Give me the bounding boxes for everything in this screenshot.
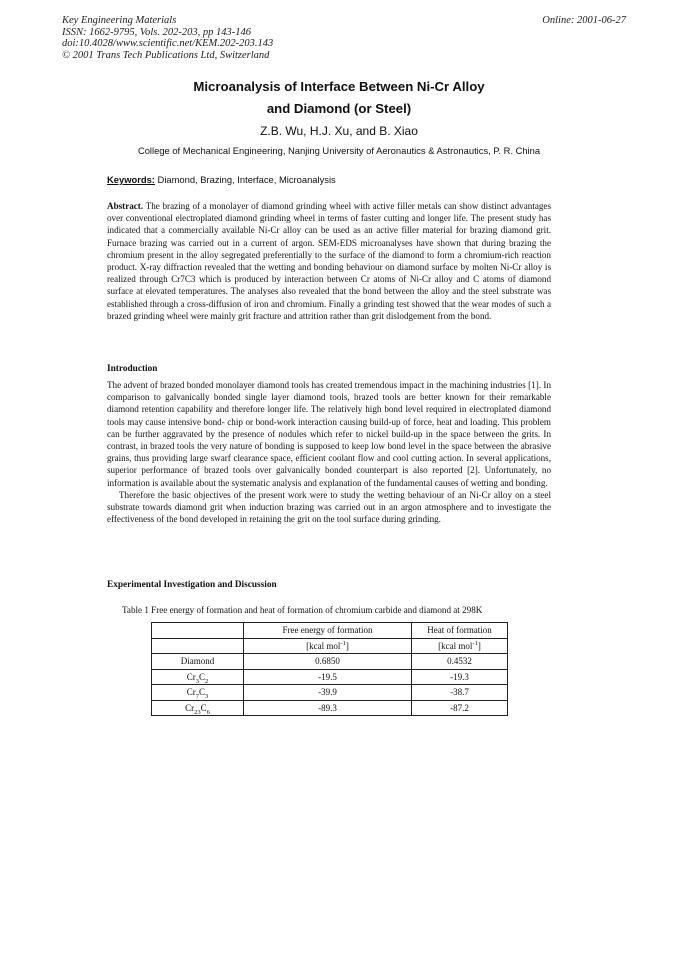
copyright-line: © 2001 Trans Tech Publications Ltd, Switzerland xyxy=(62,49,270,61)
unit-heat: [kcal mol$^{-1}$] xyxy=(412,638,508,654)
substance-cell: $Cr_3C_2$ xyxy=(152,669,244,685)
keywords-line xyxy=(107,174,336,185)
header-heat: Heat of formation xyxy=(412,623,508,639)
affiliation: College of Mechanical Engineering, Nanjing University of Aeronautics & Astronautics, P. R. China xyxy=(137,145,541,156)
introduction-section xyxy=(107,379,551,525)
table-unit-row xyxy=(152,638,508,654)
substance-cell: $Cr_{23}C_6$ xyxy=(152,700,244,716)
heat-cell: -19.3 xyxy=(412,669,508,685)
authors: Z.B. Wu, H.J. Xu, and B. Xiao xyxy=(260,124,418,138)
heat-cell: -38.7 xyxy=(412,685,508,701)
free-energy-cell: 0.6850 xyxy=(244,654,412,670)
experimental-heading: Experimental Investigation and Discussion xyxy=(107,580,277,590)
unit-blank xyxy=(152,638,244,654)
title-line-1: Microanalysis of Interface Between Ni-Cr Alloy xyxy=(193,79,485,94)
table-caption: Table 1 Free energy of formation and heat of formation of chromium carbide and diamond at 298K xyxy=(122,605,483,615)
unit-free-energy: [kcal mol$^{-1}$] xyxy=(244,638,412,654)
issn-line: ISSN: 1662-9795, Vols. 202-203, pp 143-146 xyxy=(62,26,251,38)
abstract-label: Abstract. xyxy=(107,201,144,211)
table-row xyxy=(152,700,508,716)
header-free-energy: Free energy of formation xyxy=(244,623,412,639)
free-energy-cell: -19.5 xyxy=(244,669,412,685)
free-energy-cell: -39.9 xyxy=(244,685,412,701)
table-row xyxy=(152,669,508,685)
doi-line: doi:10.4028/www.scientific.net/KEM.202-203.143 xyxy=(62,38,274,49)
intro-paragraph-1: The advent of brazed bonded monolayer diamond tools has created tremendous impact in the machining industries [1]. In comparison to galvanically bonded single layer diamond tools, brazed tools are better known for their remarkable diamond retention capability and therefore longer life. The relatively high bond level required in electroplated diamond tools may cause intensive bond- chip or bond-work interaction causing build-up of force, heat and loading. This problem can be further aggravated by the presence of nodules which refer to nickel build-up in the space between the grits. In contrast, in brazed tools the very nature of bonding is supposed to keep low bond level in the space between the abrasive grains, thus providing large swarf clearance space, efficient coolant flow and cool cutting action. In several applications, superior performance of brazed tools over galvanically bonded counterpart is also reported [2]. Unfortunately, no information is available about the systematic analysis and explanation of the fundamental causes of wetting and bonding. xyxy=(107,380,551,488)
free-energy-cell: -89.3 xyxy=(244,700,412,716)
table-header-row xyxy=(152,623,508,639)
substance-cell: Diamond xyxy=(152,654,244,670)
substance-cell: $Cr_7C_3$ xyxy=(152,685,244,701)
intro-paragraph-2: Therefore the basic objectives of the present work were to study the wetting behaviour of an Ni-Cr alloy on a steel substrate towards diamond grit when induction brazing was carried out in an argon atmosphere and to investigate the effectiveness of the bond developed in retaining the grit on the tool surface during grinding. xyxy=(107,489,551,525)
table-header-blank xyxy=(152,623,244,639)
abstract-text: The brazing of a monolayer of diamond grinding wheel with active filler metals can show distinct advantages over conventional electroplated diamond grinding wheel in terms of faster cutting and longer life. The present study has indicated that a commercially available Ni-Cr alloy can be used as an active filler material for brazing diamond grit. Furnace brazing was carried out in a current of argon. SEM-EDS microanalyses have shown that during brazing the chromium present in the alloy segregated preferentially to the surface of the diamond to form a chromium-rich reaction product. X-ray diffraction revealed that the wetting and bonding behaviour on diamond surface by molten Ni-Cr alloy is realized through Cr7C3 which is produced by interaction between Cr atoms of Ni-Cr alloy and C atoms of diamond surface at elevated temperatures. The analyses also revealed that the bond between the alloy and the steel substrate was established through a cross-diffusion of iron and chromium. Finally a grinding test showed that the wear modes of such a brazed grinding wheel were mainly grit fracture and attrition rather than grit dislodgement from the bond. xyxy=(107,201,551,321)
online-date: Online: 2001-06-27 xyxy=(542,15,626,26)
table-row xyxy=(152,654,508,670)
heat-cell: -87.2 xyxy=(412,700,508,716)
journal-name: Key Engineering Materials xyxy=(62,15,177,26)
heat-cell: 0.4532 xyxy=(412,654,508,670)
introduction-heading: Introduction xyxy=(107,364,158,374)
paper-title xyxy=(0,76,678,120)
abstract xyxy=(107,200,551,322)
table-row xyxy=(152,685,508,701)
title-line-2: and Diamond (or Steel) xyxy=(266,101,412,116)
data-table xyxy=(151,622,508,716)
keywords-label: Keywords: xyxy=(107,174,155,185)
keywords-list: Diamond, Brazing, Interface, Microanalysis xyxy=(157,174,336,185)
journal-header xyxy=(62,15,273,61)
